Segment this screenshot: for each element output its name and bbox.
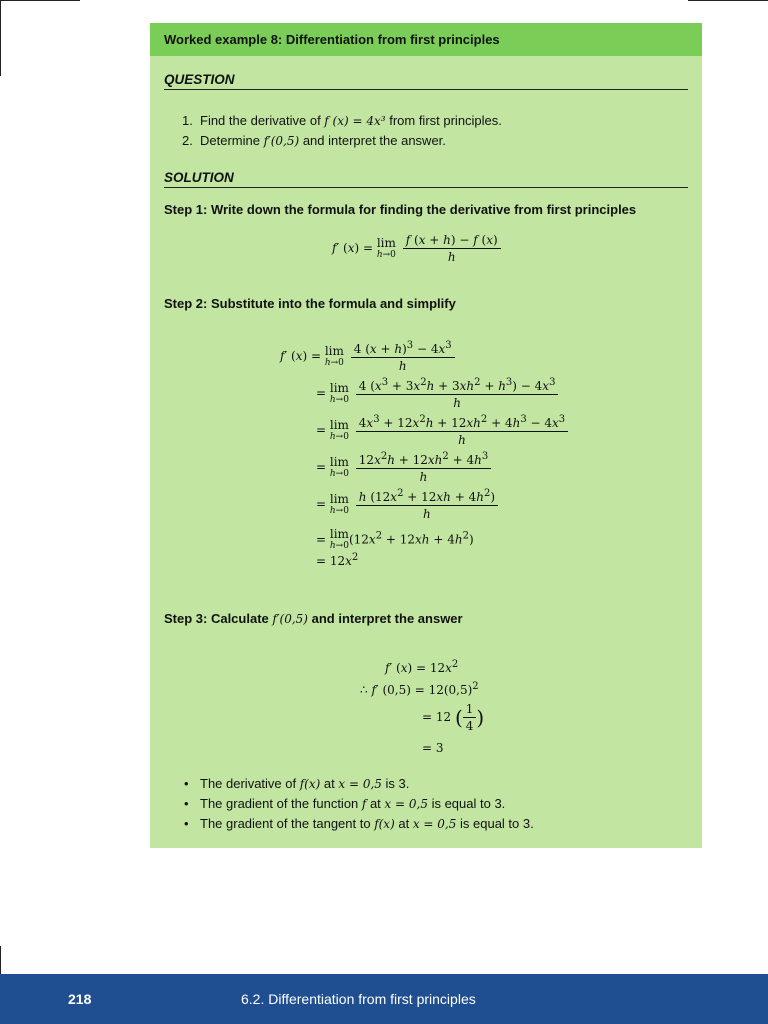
question-item: 1. Find the derivative of f (x) = 4x³ from first principles. bbox=[182, 113, 502, 128]
crop-mark bbox=[688, 0, 768, 1]
page-footer bbox=[0, 974, 768, 1024]
crop-mark bbox=[0, 0, 80, 1]
page-number: 218 bbox=[68, 991, 92, 1007]
step-3-heading: Step 3: Calculate f′(0,5) and interpret the answer bbox=[164, 611, 463, 626]
step-1-heading: Step 1: Write down the formula for finding the derivative from first principles bbox=[164, 202, 637, 217]
solution-heading: SOLUTION bbox=[164, 170, 688, 188]
section-title: 6.2. Differentiation from first principles bbox=[241, 991, 476, 1007]
example-header: Worked example 8: Differentiation from first principles bbox=[150, 23, 702, 56]
list-item: • The derivative of f(x) at x = 0,5 is 3. bbox=[200, 774, 534, 794]
list-item: • The gradient of the tangent to f(x) at x = 0,5 is equal to 3. bbox=[200, 814, 534, 834]
crop-mark bbox=[0, 946, 1, 974]
question-list bbox=[182, 111, 502, 151]
question-item: 2. Determine f′(0,5) and interpret the answer. bbox=[182, 133, 446, 148]
interpretation-list bbox=[200, 774, 534, 834]
list-item: • The gradient of the function f at x = 0,5 is equal to 3. bbox=[200, 794, 534, 814]
step-2-heading: Step 2: Substitute into the formula and simplify bbox=[164, 296, 456, 311]
crop-mark bbox=[0, 0, 1, 76]
derivative-definition: f′ (x) = lim h→0 $\frac{f (x + h) - f (x)}{h}$ bbox=[332, 233, 504, 264]
worked-example-box: Worked example 8: Differentiation from first principles QUESTION 1. Find the derivative of f (x) = 4x³ from first principles. 2. Determine f′(0,5) and interpret the answer. SOLUTION Step 1: Write down the formula for finding the derivative from first principles f′ (x) = lim h→0 $\frac{f (x + h) - f (x)}{h}$ Step 2: Substitute into the formula and simplify f′ (x) = lim h→0 $\frac{4 (x + h)^3 - 4x^3}{h}$ = lim h→0 $\frac{4 (x^3 + 3x^2h + 3xh^2 + h^3) - 4x^3}{h}$ = lim h→0 $\frac{4x^3 + 12x^2h + 12xh^2 + 4h^3 - 4x^3}{h}$ = lim h→0 $\frac{12x^2h + 12xh^2 + 4h^3}{h}$ = lim h→0 $\frac{h (12x^2 + 12xh + 4h^2)}{h}$ = lim h→0 $(12x^2 + 12xh + 4h^2)$ = $12x^2$ Step 3: Calculate f′(0,5) and interpret the answer f′ $(x) = 12x^2$ ∴ f′ $(0,5) = 12(0,5)^2$ = 12 ( $\frac{1}{4}$ ) = 3 • The derivative of f(x) at x = 0,5 is 3. • The gradient of the function f at x = 0,5 is equal to 3. • The gradient of the tangent to f(x) at x = 0,5 is equal to 3. bbox=[150, 23, 702, 848]
question-heading: QUESTION bbox=[164, 72, 688, 90]
